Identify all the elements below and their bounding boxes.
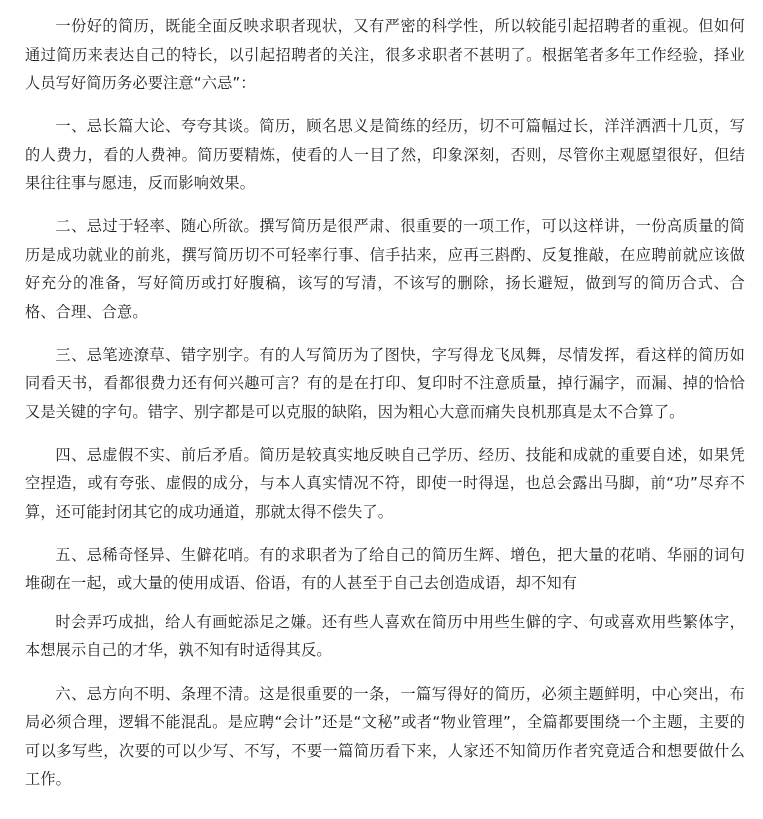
- rule-3-paragraph: 三、忌笔迹潦草、错字别字。有的人写简历为了图快，字写得龙飞凤舞，尽情发挥，看这样的简历如同看天书，看都很费力还有何兴趣可言？有的是在打印、复印时不注意质量，掉行漏字，而漏、掉的恰恰又是关键的字句。错字、别字都是可以克服的缺陷，因为粗心大意而痛失良机那真是太不合算了。: [25, 345, 745, 421]
- rule-5-paragraph: 五、忌稀奇怪异、生僻花哨。有的求职者为了给自己的简历生辉、增色，把大量的花哨、华丽的词句堆砌在一起，或大量的使用成语、俗语，有的人甚至于自己去创造成语，却不知有: [25, 545, 745, 593]
- rule-6-paragraph: 六、忌方向不明、条理不清。这是很重要的一条，一篇写得好的简历，必须主题鲜明，中心突出，布局必须合理，逻辑不能混乱。是应聘“会计”还是“文秘”或者“物业管理”，全篇都要围绕一个主题，主要的可以多写些，次要的可以少写、不写，不要一篇简历看下来，人家还不知简历作者究竟适合和想要做什么工作。: [25, 684, 745, 789]
- rule-5-continuation-paragraph: 时会弄巧成拙，给人有画蛇添足之嫌。还有些人喜欢在简历中用些生僻的字、句或喜欢用些繁体字，本想展示自己的才华，孰不知有时适得其反。: [25, 612, 745, 660]
- rule-2-paragraph: 二、忌过于轻率、随心所欲。撰写简历是很严肃、很重要的一项工作，可以这样讲，一份高质量的简历是成功就业的前兆，撰写简历切不可轻率行事、信手拈来，应再三斟酌、反复推敲，在应聘前就应该做好充分的准备，写好简历或打好腹稿，该写的写清，不该写的删除，扬长避短，做到写的简历合式、合格、合理、合意。: [25, 217, 745, 321]
- rule-1-paragraph: 一、忌长篇大论、夸夸其谈。简历，顾名思义是简练的经历，切不可篇幅过长，洋洋洒洒十几页，写的人费力，看的人费神。简历要精炼，使看的人一目了然，印象深刻，否则，尽管你主观愿望很好，但结果往往事与愿违，反而影响效果。: [25, 117, 745, 193]
- intro-paragraph: 一份好的简历，既能全面反映求职者现状，又有严密的科学性，所以较能引起招聘者的重视。但如何通过简历来表达自己的特长，以引起招聘者的关注，很多求职者不甚明了。根据笔者多年工作经验，择业人员写好简历务必要注意“六忌”：: [25, 17, 745, 92]
- rule-4-paragraph: 四、忌虚假不实、前后矛盾。简历是较真实地反映自己学历、经历、技能和成就的重要自述，如果凭空捏造，或有夸张、虚假的成分，与本人真实情况不符，即使一时得逞，也总会露出马脚，前“功”尽弃不算，还可能封闭其它的成功通道，那就太得不偿失了。: [25, 445, 745, 521]
